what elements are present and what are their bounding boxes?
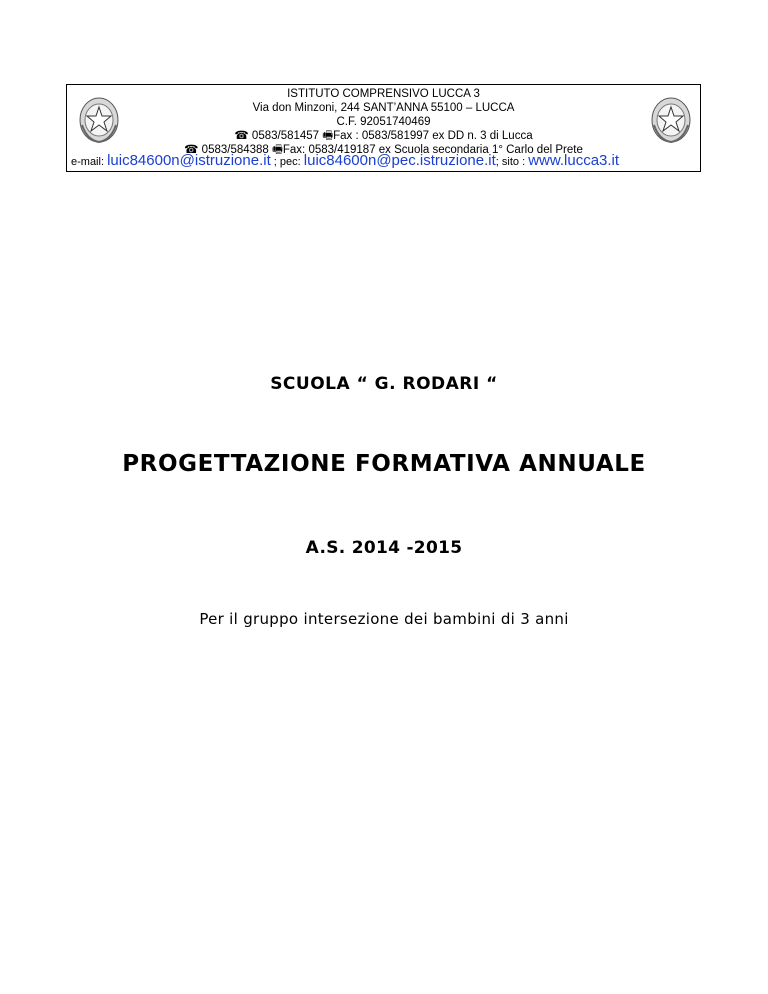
email-link[interactable]: luic84600n@istruzione.it bbox=[107, 152, 271, 169]
contact-line bbox=[71, 152, 619, 169]
fiscal-code: C.F. 92051740469 bbox=[336, 116, 431, 128]
letterhead-text bbox=[67, 87, 700, 157]
phone-fax-line-1: ☎ 0583/581457 🖷Fax : 0583/581997 ex DD n. 3 di Lucca bbox=[234, 130, 533, 142]
school-year: A.S. 2014 -2015 bbox=[305, 538, 463, 558]
site-label: ; sito : bbox=[495, 156, 526, 168]
institute-name: ISTITUTO COMPRENSIVO LUCCA 3 bbox=[287, 88, 480, 100]
school-name: SCUOLA “ G. RODARI “ bbox=[270, 374, 498, 394]
phone-fax-line-2: ☎ 0583/584388 🖷Fax: 0583/419187 ex Scuola secondaria 1° Carlo del Prete bbox=[184, 144, 583, 156]
letterhead-box bbox=[66, 84, 701, 172]
pec-label: ; pec: bbox=[273, 156, 301, 168]
site-link[interactable]: www.lucca3.it bbox=[528, 152, 620, 169]
institute-address: Via don Minzoni, 244 SANT’ANNA 55100 – LUCCA bbox=[252, 102, 515, 114]
email-label: e-mail: bbox=[71, 156, 105, 168]
republic-emblem-icon bbox=[649, 95, 693, 145]
document-subtitle: Per il gruppo intersezione dei bambini di 3 anni bbox=[199, 610, 569, 628]
pec-link[interactable]: luic84600n@pec.istruzione.it bbox=[303, 152, 496, 169]
document-title: PROGETTAZIONE FORMATIVA ANNUALE bbox=[122, 451, 646, 477]
